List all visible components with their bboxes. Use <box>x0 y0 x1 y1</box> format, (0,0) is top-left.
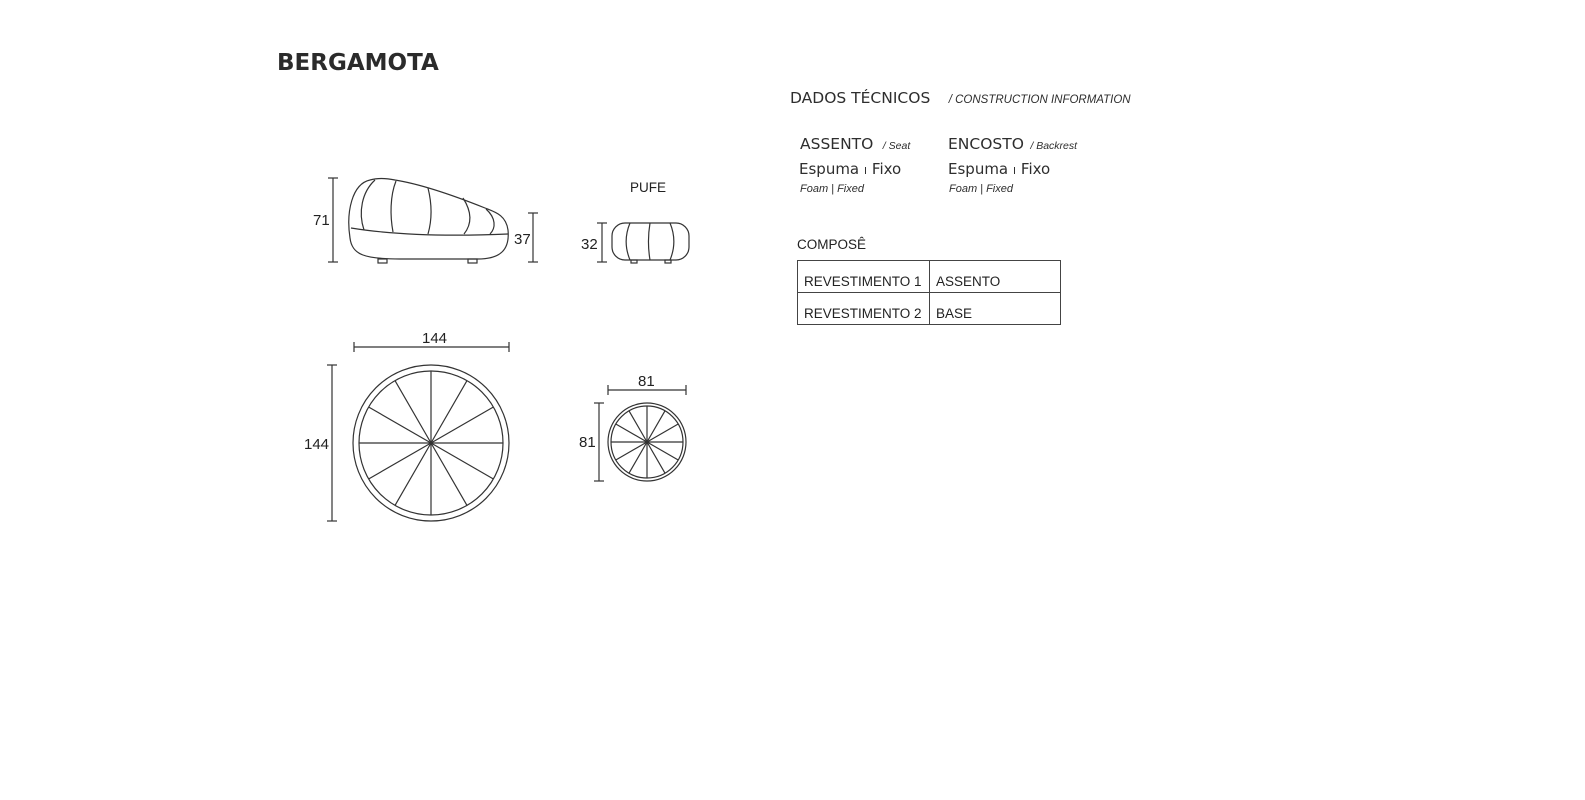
armchair-top-view <box>327 342 509 521</box>
spoke-line <box>369 443 431 479</box>
armchair-seat-height-label: 37 <box>514 231 531 248</box>
seat-type: Fixo <box>871 160 902 178</box>
pufe-label: PUFE <box>630 180 667 195</box>
spoke-line <box>431 381 467 443</box>
technical-heading-pt: DADOS TÉCNICOS <box>790 89 931 107</box>
composition-part: BASE <box>930 293 1061 325</box>
armchair-top-width-label: 144 <box>422 330 448 347</box>
seat-material: Espuma <box>799 160 860 178</box>
armchair-top-depth-label: 144 <box>304 436 330 453</box>
composition-name: REVESTIMENTO 1 <box>798 261 930 293</box>
armchair-top-spokes <box>359 371 503 515</box>
backrest-detail-en: Foam | Fixed <box>949 183 1013 195</box>
spoke-line <box>431 407 493 443</box>
composition-part: ASSENTO <box>930 261 1061 293</box>
technical-heading-en: / CONSTRUCTION INFORMATION <box>948 94 1131 106</box>
backrest-label-en: / Backrest <box>1030 140 1078 152</box>
backrest-label-pt: ENCOSTO <box>948 135 1024 153</box>
spoke-line <box>369 407 431 443</box>
seat-detail-en: Foam | Fixed <box>800 183 864 195</box>
spoke-line <box>395 381 431 443</box>
composition-heading: COMPOSÊ <box>797 237 867 252</box>
seat-label-pt: ASSENTO <box>800 135 874 153</box>
backrest-separator: I <box>1013 166 1016 177</box>
seat-separator: I <box>864 166 867 177</box>
composition-name: REVESTIMENTO 2 <box>798 293 930 325</box>
armchair-side-view <box>328 178 538 263</box>
seat-label-en: / Seat <box>882 140 911 152</box>
pufe-top-width-label: 81 <box>638 373 655 390</box>
pufe-side-view <box>597 223 689 263</box>
spoke-line <box>431 443 493 479</box>
pufe-side-height-label: 32 <box>581 236 598 253</box>
backrest-material: Espuma <box>948 160 1009 178</box>
product-title: BERGAMOTA <box>277 50 439 76</box>
spoke-line <box>395 443 431 505</box>
spoke-line <box>431 443 467 505</box>
backrest-type: Fixo <box>1020 160 1051 178</box>
pufe-top-view <box>594 385 686 481</box>
armchair-side-height-label: 71 <box>313 212 330 229</box>
pufe-top-depth-label: 81 <box>579 434 596 451</box>
